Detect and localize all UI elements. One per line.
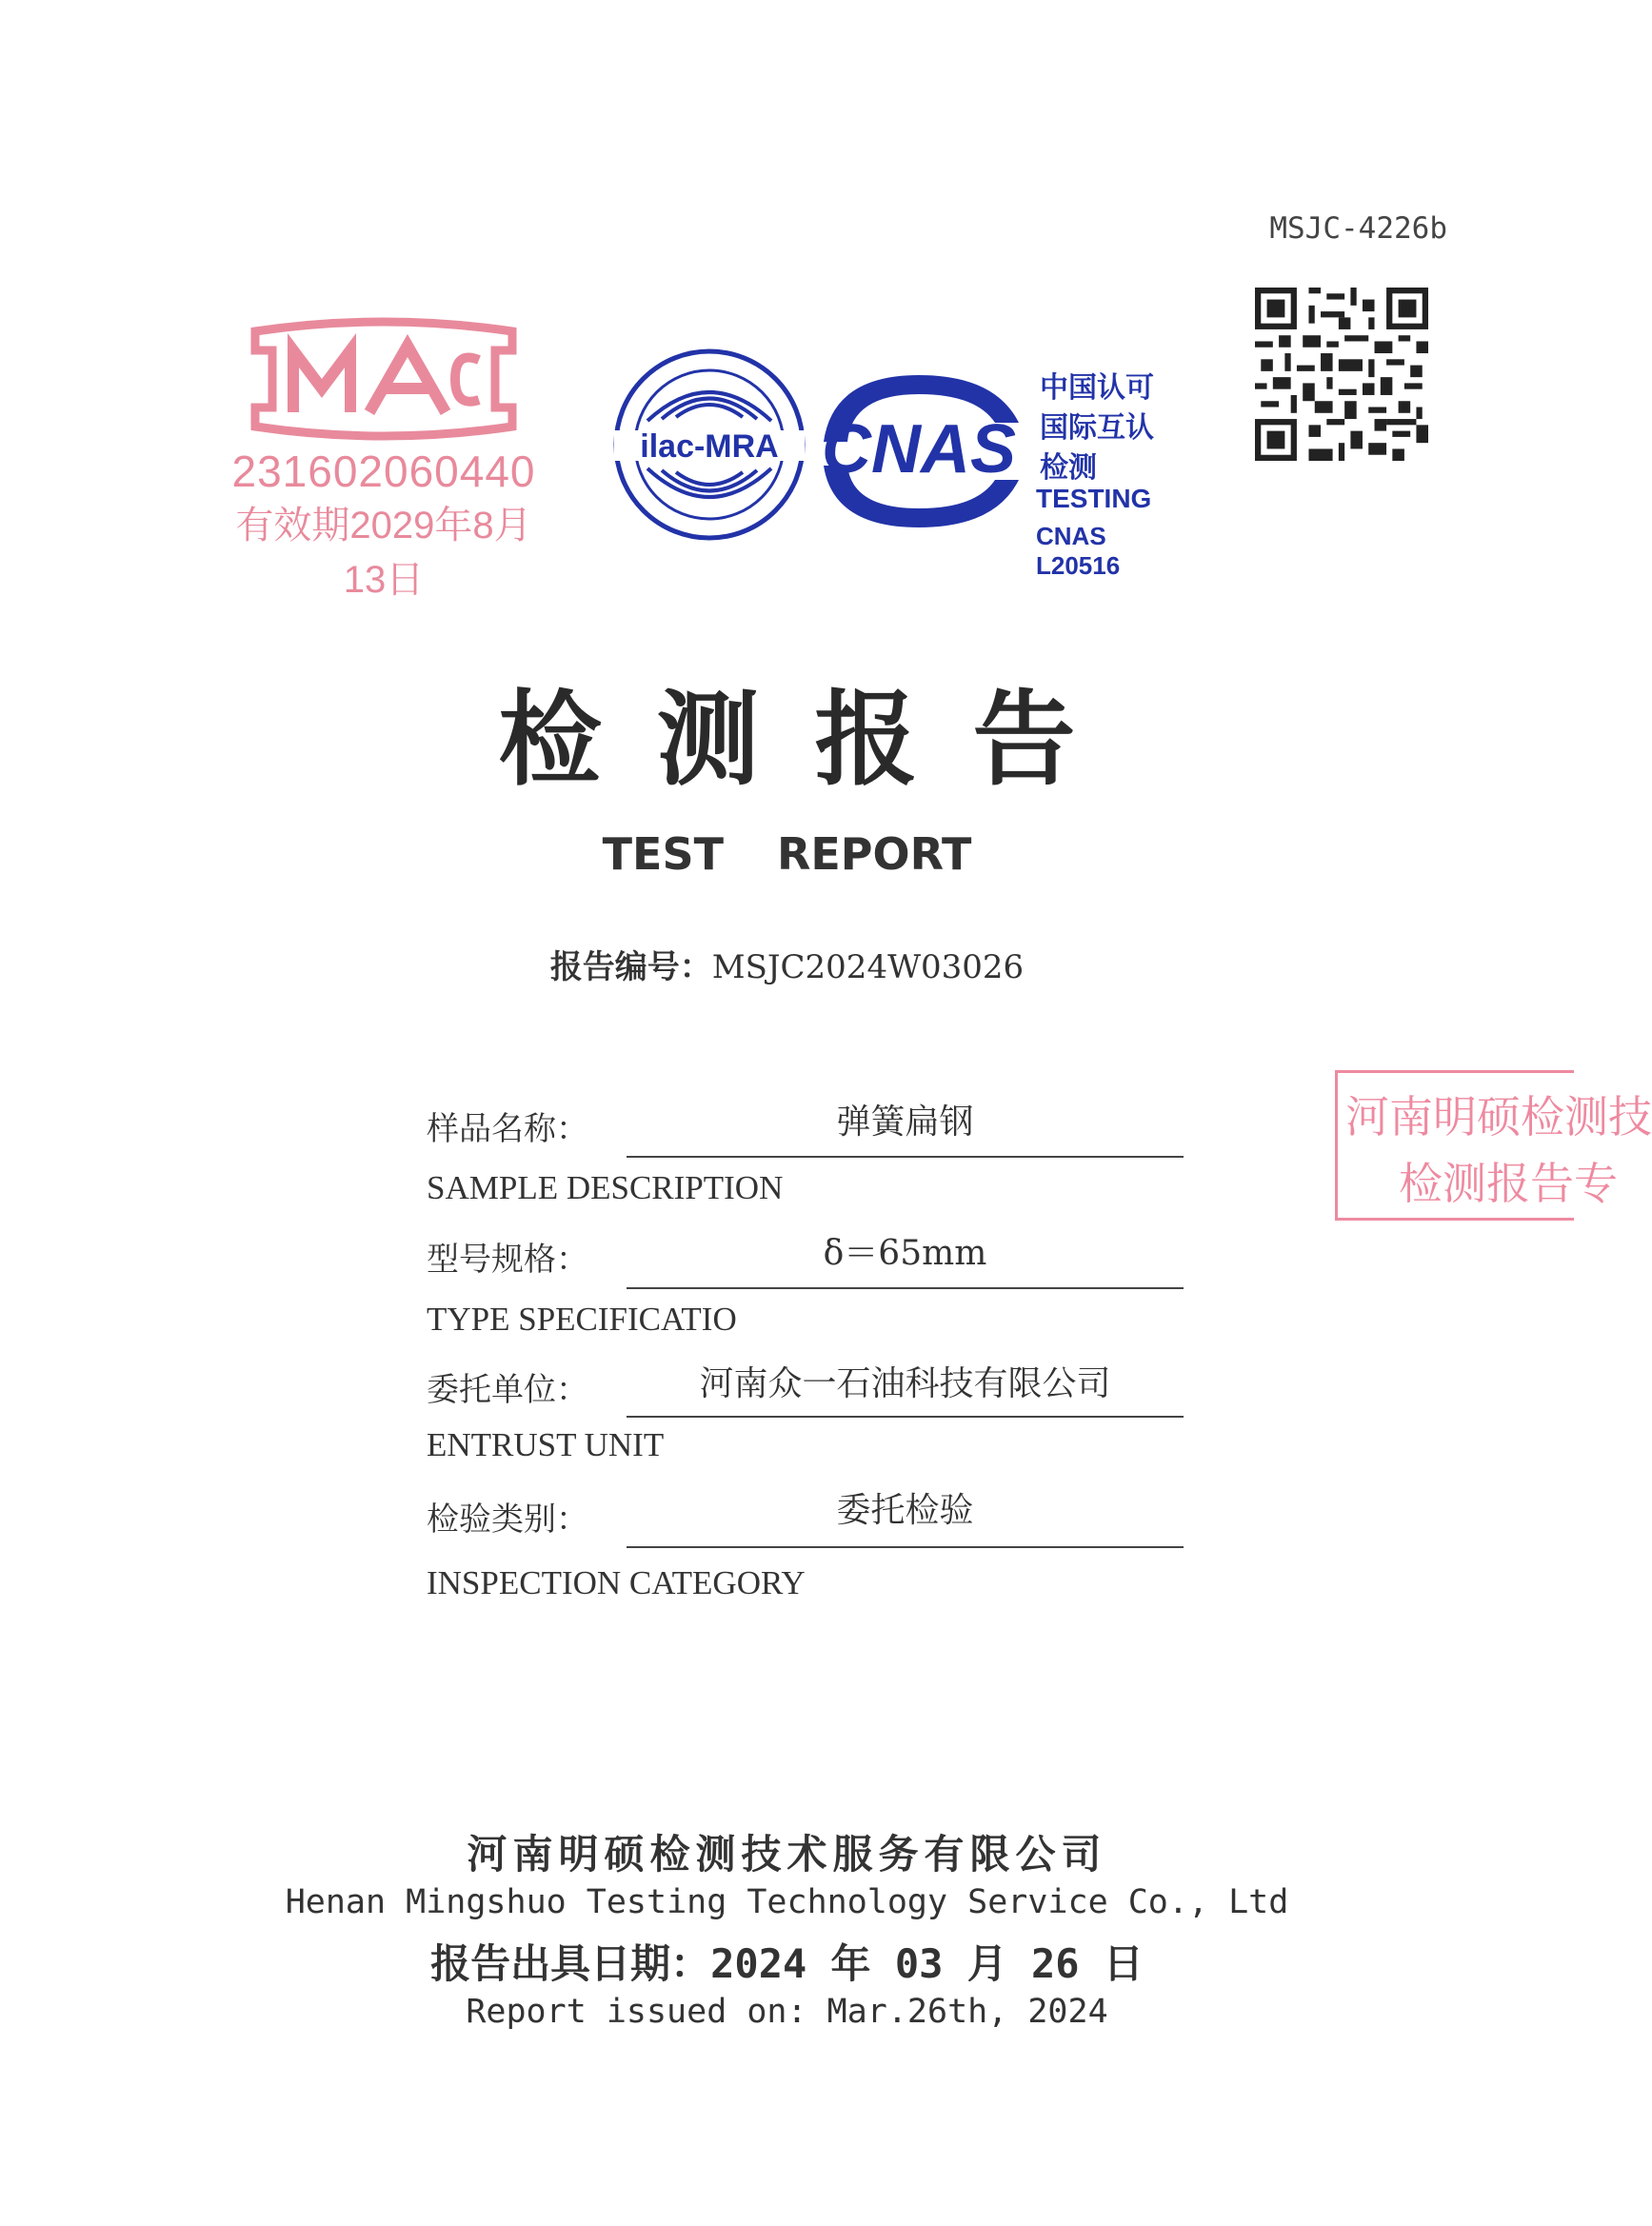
report-number-value: MSJC2024W03026 [711,948,1025,986]
client-label-cn: 委托单位： [427,1371,588,1409]
category-underline [627,1546,1184,1548]
form-code: MSJC-4226b [1269,211,1447,246]
report-number-label: 报告编号： [549,948,712,986]
svg-text:ilac-MRA: ilac-MRA [640,428,779,465]
cnas-number: CNAS L20516 [1036,522,1121,580]
client-label-en: ENTRUST UNIT [427,1426,665,1463]
cnas-cn-line-2: 国际互认 [1040,412,1154,444]
report-number [0,941,1574,987]
cma-logo-icon [227,312,541,446]
report-seal-stamp [1335,1070,1652,1221]
page-title-en: TEST REPORT [602,828,972,880]
svg-text:CNAS: CNAS [821,411,1017,487]
sample-underline [627,1156,1184,1158]
client-value: 河南众一石油科技有限公司 [699,1364,1111,1403]
cnas-testing-label: TESTING [1036,484,1152,513]
cnas-cn-line-1: 中国认可 [1040,372,1154,404]
client-underline [627,1416,1184,1418]
category-label-en: INSPECTION CATEGORY [427,1564,806,1601]
type-value: δ＝65mm [823,1234,987,1273]
cma-stamp [227,312,541,601]
issue-date-en: Report issued on: Mar.26th, 2024 [466,1993,1108,2031]
category-label-cn: 检验类别： [427,1501,588,1539]
type-underline [627,1287,1184,1289]
cnas-cn-line-3: 检测 [1040,452,1097,484]
seal-line-1: 河南明硕检测技 [1345,1092,1652,1142]
cnas-accreditation [609,345,1181,580]
type-label-en: TYPE SPECIFICATIO [427,1301,737,1338]
sample-label-en: SAMPLE DESCRIPTION [427,1169,784,1206]
company-name-cn: 河南明硕检测技术服务有限公司 [467,1831,1107,1878]
category-value: 委托检验 [836,1491,974,1530]
cma-number: 231602060440 [231,447,536,496]
sample-value: 弹簧扁钢 [836,1103,974,1142]
qr-code-icon [1255,288,1428,461]
page-title-cn: 检测报告 [498,680,1131,800]
issue-date-cn: 报告出具日期：2024 年 03 月 26 日 [430,1940,1144,1987]
cnas-logo-icon [805,366,1033,537]
sample-label-cn: 样品名称： [427,1110,588,1148]
type-label-cn: 型号规格： [427,1241,588,1279]
company-name-en: Henan Mingshuo Testing Technology Service Co., Ltd [285,1883,1289,1921]
ilac-mra-seal-icon [609,345,809,545]
cma-validity: 有效期2029年8月13日 [235,505,532,601]
seal-line-2: 检测报告专 [1399,1159,1618,1208]
